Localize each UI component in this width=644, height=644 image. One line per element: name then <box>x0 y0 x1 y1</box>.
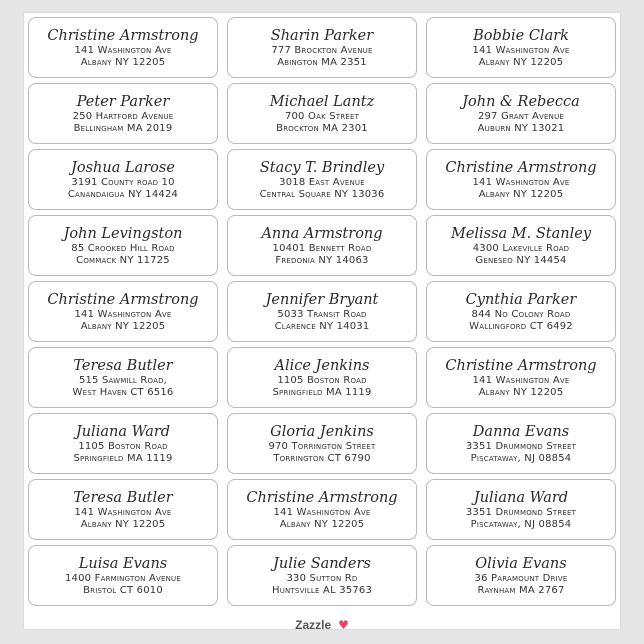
label-city: Albany NY 12205 <box>478 56 564 68</box>
label-street: 85 Crooked Hill Road <box>71 242 175 254</box>
label-name: Julie Sanders <box>273 555 371 572</box>
label-street: 5033 Transit Road <box>277 308 367 320</box>
address-label[interactable] <box>426 215 616 276</box>
label-name: Michael Lantz <box>269 93 375 110</box>
address-label[interactable] <box>28 17 218 78</box>
label-city: Huntsville AL 35763 <box>271 584 373 596</box>
label-city: Abington MA 2351 <box>277 56 367 68</box>
address-label[interactable] <box>227 215 417 276</box>
label-city: Canandaigua NY 14424 <box>67 188 179 200</box>
label-city: Albany NY 12205 <box>478 188 564 200</box>
label-street: 141 Washington Ave <box>273 506 371 518</box>
label-street: 515 Sawmill Road, <box>78 374 168 386</box>
label-city: Geneseo NY 14454 <box>475 254 567 266</box>
label-name: Christine Armstrong <box>47 291 199 308</box>
address-label[interactable] <box>28 347 218 408</box>
label-name: Jennifer Bryant <box>265 291 379 308</box>
address-label[interactable] <box>28 83 218 144</box>
label-name: Danna Evans <box>472 423 570 440</box>
label-street: 3018 East Avenue <box>279 176 365 188</box>
label-street: 4300 Lakeville Road <box>472 242 570 254</box>
label-city: Clarence NY 14031 <box>274 320 370 332</box>
label-street: 3191 County road 10 <box>71 176 175 188</box>
label-city: Brockton MA 2301 <box>276 122 368 134</box>
label-name: Christine Armstrong <box>445 159 597 176</box>
label-street: 3351 Drummond Street <box>465 506 577 518</box>
label-city: Wallingford CT 6492 <box>469 320 573 332</box>
label-street: 297 Grant Avenue <box>477 110 565 122</box>
label-name: Gloria Jenkins <box>270 423 374 440</box>
label-name: Luisa Evans <box>78 555 168 572</box>
label-street: 3351 Drummond Street <box>465 440 577 452</box>
address-label[interactable] <box>227 347 417 408</box>
label-city: Torrington CT 6790 <box>273 452 371 464</box>
label-name: Stacy T. Brindley <box>259 159 385 176</box>
label-city: West Haven CT 6516 <box>72 386 174 398</box>
label-street: 141 Washington Ave <box>472 374 570 386</box>
address-label[interactable] <box>426 83 616 144</box>
label-name: Olivia Evans <box>475 555 567 572</box>
address-label[interactable] <box>28 545 218 606</box>
label-name: Christine Armstrong <box>47 27 199 44</box>
label-street: 1105 Boston Road <box>277 374 367 386</box>
label-city: Albany NY 12205 <box>478 386 564 398</box>
label-street: 141 Washington Ave <box>472 44 570 56</box>
label-street: 330 Sutton Rd <box>286 572 358 584</box>
label-name: John Levingston <box>63 225 183 242</box>
label-name: Anna Armstrong <box>261 225 383 242</box>
address-label[interactable] <box>426 479 616 540</box>
label-city: Auburn NY 13021 <box>477 122 565 134</box>
label-city: Raynham MA 2767 <box>477 584 565 596</box>
label-street: 141 Washington Ave <box>74 308 172 320</box>
label-name: Bobbie Clark <box>473 27 569 44</box>
address-label[interactable] <box>28 149 218 210</box>
address-label[interactable] <box>28 281 218 342</box>
address-label[interactable] <box>227 479 417 540</box>
label-name: Teresa Butler <box>73 489 173 506</box>
label-sheet <box>24 13 620 632</box>
address-label[interactable] <box>28 479 218 540</box>
label-street: 141 Washington Ave <box>74 44 172 56</box>
label-street: 1400 Farmington Avenue <box>65 572 181 584</box>
label-city: Springfield MA 1119 <box>272 386 372 398</box>
label-name: Alice Jenkins <box>274 357 370 374</box>
label-name: Christine Armstrong <box>445 357 597 374</box>
address-label[interactable] <box>227 281 417 342</box>
label-name: Cynthia Parker <box>465 291 577 308</box>
address-label[interactable] <box>426 281 616 342</box>
sheet-footer <box>24 618 620 632</box>
label-city: Central Square NY 13036 <box>259 188 385 200</box>
address-label[interactable] <box>426 149 616 210</box>
address-label[interactable] <box>426 545 616 606</box>
label-name: Teresa Butler <box>73 357 173 374</box>
label-city: Albany NY 12205 <box>80 56 166 68</box>
label-grid <box>28 17 616 606</box>
label-name: Joshua Larose <box>71 159 175 176</box>
label-street: 141 Washington Ave <box>472 176 570 188</box>
address-label[interactable] <box>227 413 417 474</box>
label-city: Fredonia NY 14063 <box>275 254 369 266</box>
address-label[interactable] <box>227 17 417 78</box>
label-city: Piscataway, NJ 08854 <box>470 452 572 464</box>
label-city: Albany NY 12205 <box>279 518 365 530</box>
label-street: 1105 Boston Road <box>78 440 168 452</box>
label-name: Melissa M. Stanley <box>450 225 592 242</box>
address-label[interactable] <box>227 149 417 210</box>
label-name: Juliana Ward <box>75 423 171 440</box>
label-city: Commack NY 11725 <box>76 254 170 266</box>
label-city: Bellingham MA 2019 <box>73 122 173 134</box>
address-label[interactable] <box>426 347 616 408</box>
label-name: Peter Parker <box>76 93 170 110</box>
heart-icon[interactable]: ♥ <box>338 618 349 632</box>
label-street: 700 Oak Street <box>284 110 360 122</box>
address-label[interactable] <box>426 17 616 78</box>
label-name: Christine Armstrong <box>246 489 398 506</box>
label-street: 970 Torrington Street <box>268 440 376 452</box>
label-name: Sharin Parker <box>270 27 374 44</box>
label-city: Piscataway, NJ 08854 <box>470 518 572 530</box>
label-street: 10401 Bennett Road <box>272 242 372 254</box>
address-label[interactable] <box>227 545 417 606</box>
address-label[interactable] <box>227 83 417 144</box>
label-city: Albany NY 12205 <box>80 320 166 332</box>
label-name: John & Rebecca <box>462 93 580 110</box>
label-name: Juliana Ward <box>473 489 569 506</box>
label-city: Albany NY 12205 <box>80 518 166 530</box>
label-street: 141 Washington Ave <box>74 506 172 518</box>
label-street: 844 No Colony Road <box>471 308 571 320</box>
address-label[interactable] <box>426 413 616 474</box>
label-street: 250 Hartford Avenue <box>72 110 174 122</box>
address-label[interactable] <box>28 413 218 474</box>
label-city: Bristol CT 6010 <box>83 584 163 596</box>
label-street: 777 Brockton Avenue <box>271 44 373 56</box>
brand-logo: Zazzle <box>295 618 332 632</box>
label-city: Springfield MA 1119 <box>73 452 173 464</box>
address-label[interactable] <box>28 215 218 276</box>
label-street: 36 Paramount Drive <box>474 572 568 584</box>
